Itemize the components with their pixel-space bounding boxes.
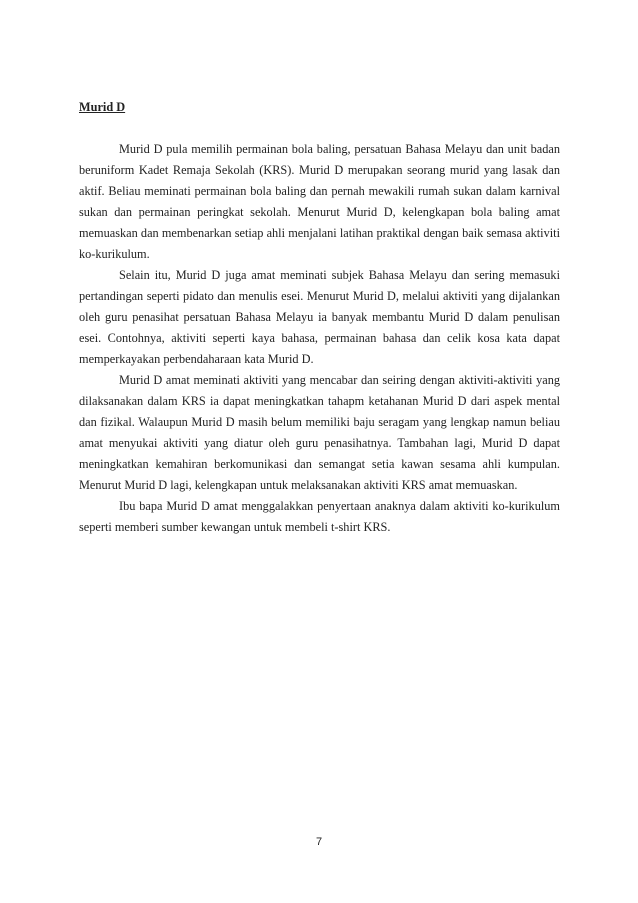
paragraph-1: Murid D pula memilih permainan bola baling, persatuan Bahasa Melayu dan unit badan beruniform Kadet Remaja Sekolah (KRS). Murid D merupakan seorang murid yang lasak dan aktif. Beliau meminati permainan bola baling dan pernah mewakili rumah sukan dalam karnival sukan dan permainan peringkat sekolah. Menurut Murid D, kelengkapan bola baling amat memuaskan dan membenarkan setiap ahli menjalani latihan praktikal dengan baik semasa aktiviti ko-kurikulum.	[79, 142, 560, 261]
paragraph-2: Selain itu, Murid D juga amat meminati subjek Bahasa Melayu dan sering memasuki pertandingan seperti pidato dan menulis esei. Menurut Murid D, melalui aktiviti yang dijalankan oleh guru penasihat persatuan Bahasa Melayu ia banyak membantu Murid D dalam penulisan esei. Contohnya, aktiviti seperti kaya bahasa, permainan bahasa dan celik kosa kata dapat memperkayakan perbendaharaan kata Murid D.	[79, 268, 560, 366]
section-heading: Murid D	[79, 100, 126, 114]
paragraph-3: Murid D amat meminati aktiviti yang mencabar dan seiring dengan aktiviti-aktiviti yang dilaksanakan dalam KRS ia dapat meningkatkan tahapm ketahanan Murid D dari aspek mental dan fizikal. Walaupun Murid D masih belum memiliki baju seragam yang lengkap namun beliau amat menyukai aktiviti yang diatur oleh guru penasihatnya. Tambahan lagi, Murid D dapat meningkatkan kemahiran berkomunikasi dan semangat setia kawan sesama ahli kumpulan. Menurut Murid D lagi, kelengkapan untuk melaksanakan aktiviti KRS amat memuaskan.	[79, 373, 560, 492]
paragraph-4: Ibu bapa Murid D amat menggalakkan penyertaan anaknya dalam aktiviti ko-kurikulum seperti memberi sumber kewangan untuk membeli t-shirt KRS.	[79, 499, 560, 534]
page-number: 7	[315, 836, 323, 848]
document-body	[79, 97, 560, 538]
